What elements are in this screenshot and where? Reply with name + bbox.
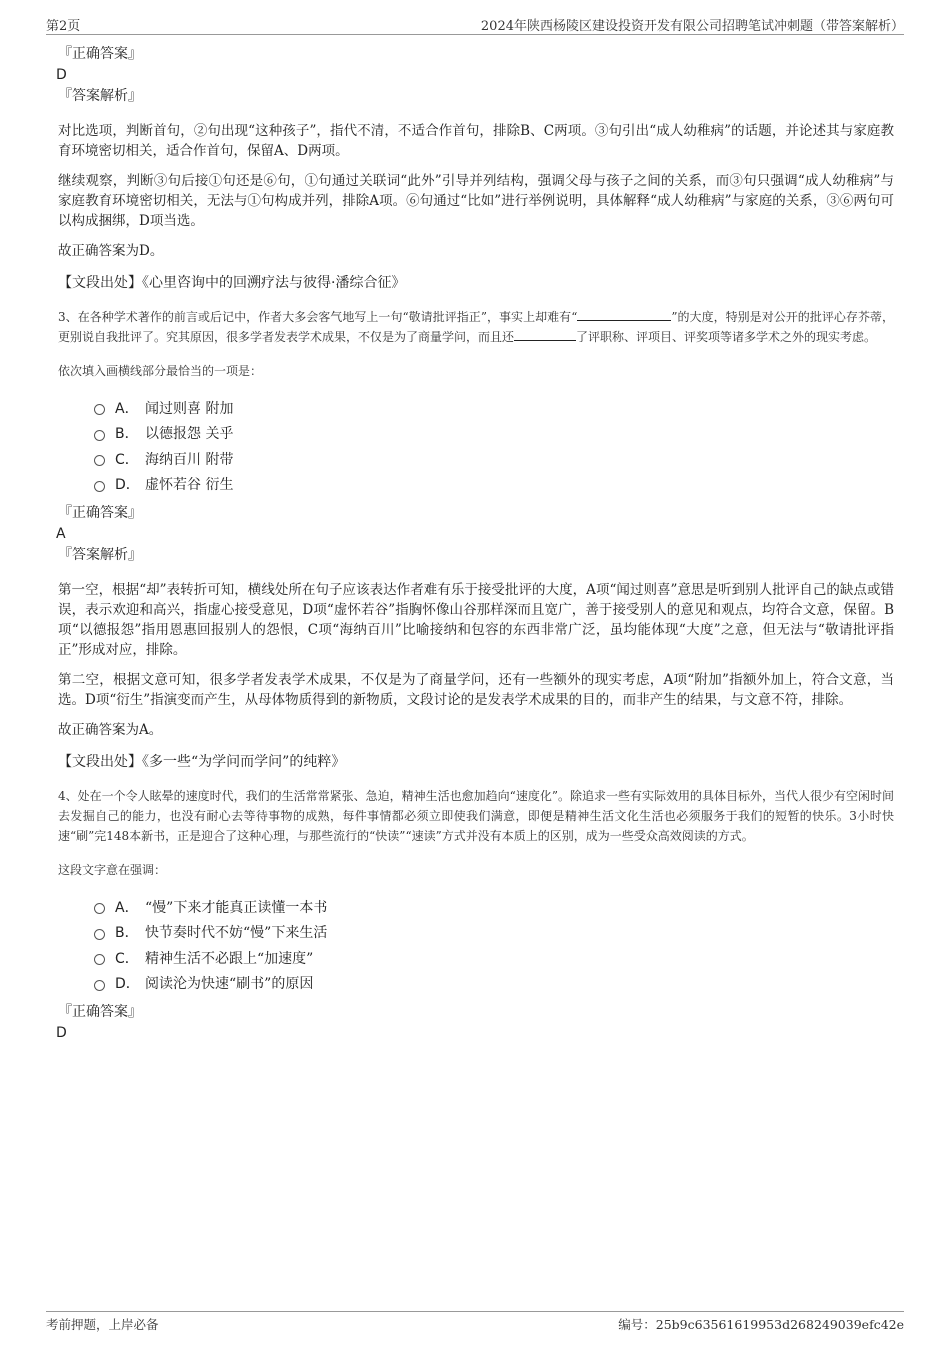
page-content — [56, 44, 896, 1044]
question-stem: 3、在各种学术著作的前言或后记中，作者大多会客气地写上一句“敬请批评指正”，事实上却难有“ ”的大度，特别是对公开的批评心存芥蒂，更别说自我批评了。究其原因，很多学者发表学术成果，不仅是为了商量学问，而且还 了评职称、评项目、评奖项等诸多学术之外的现实考虑。 — [58, 310, 895, 344]
correct-answer-label: 『正确答案』 — [58, 1004, 142, 1020]
correct-answer-value: D — [56, 1025, 67, 1041]
analysis-paragraph: 继续观察，判断③句后接①句还是⑥句，①句通过关联词“此外”引导并列结构，强调父母与孩子之间的关系，而③句只强调“成人幼稚病”与家庭教育环境密切相关，无法与①句构成并列，排除A项。⑥句通过“比如”进行举例说明，具体解释“成人幼稚病”与家庭的关系，③⑥两句可以构成捆绑，D项当选。 — [58, 173, 894, 229]
option-b[interactable]: B． 快节奏时代不妨“慢”下来生活 — [94, 920, 896, 946]
radio-icon[interactable] — [94, 481, 105, 492]
question-prompt: 依次填入画横线部分最恰当的一项是： — [58, 364, 263, 378]
analysis-conclusion: 故正确答案为D。 — [58, 243, 164, 259]
option-list — [94, 894, 896, 996]
page-number: 第2页 — [46, 19, 81, 34]
correct-answer-value: A — [56, 526, 66, 542]
analysis-paragraph: 第一空，根据“却”表转折可知，横线处所在句子应该表达作者难有乐于接受批评的大度，A项“闻过则喜”意思是听到别人批评自己的缺点或错误，表示欢迎和高兴，指虚心接受意见，D项“虚怀若谷”指胸怀像山谷那样深而且宽广，善于接受别人的意见和观点，均符合文意，保留。B项“以德报怨”指用恩惠回报别人的怨恨，C项“海纳百川”比喻接纳和包容的东西非常广泛，虽均能体现“大度”之意，但无法与“敬请批评指正”形成对应，排除。 — [58, 582, 894, 658]
option-list — [94, 395, 896, 497]
radio-icon[interactable] — [94, 954, 105, 965]
option-a[interactable]: A． “慢”下来才能真正读懂一本书 — [94, 894, 896, 920]
question-stem: 4、处在一个令人眩晕的速度时代，我们的生活常常紧张、急迫，精神生活也愈加趋向“速度化”。除追求一些有实际效用的具体目标外，当代人很少有空闲时间去发掘自己的能力，也没有耐心去等待事物的成熟，每件事情都必须立即使我们满意，即便是精神生活文化生活也必须服务于我们的短暂的快乐。3小时快速“刷”完148本新书，正是迎合了这种心理，与那些流行的“快读”“速读”方式并没有本质上的区别，成为一些受众高效阅读的方式。 — [58, 789, 894, 843]
analysis-label: 『答案解析』 — [58, 88, 142, 104]
option-d[interactable]: D． 虚怀若谷 衍生 — [94, 472, 896, 498]
analysis-conclusion: 故正确答案为A。 — [58, 722, 163, 738]
option-d[interactable]: D． 阅读沦为快速“刷书”的原因 — [94, 971, 896, 997]
question-prompt: 这段文字意在强调： — [58, 863, 167, 877]
page-footer — [46, 1311, 904, 1334]
option-c[interactable]: C． 海纳百川 附带 — [94, 446, 896, 472]
analysis-label: 『答案解析』 — [58, 547, 142, 563]
analysis-paragraph: 对比选项，判断首句，②句出现“这种孩子”，指代不清，不适合作首句，排除B、C两项。③句引出“成人幼稚病”的话题，并论述其与家庭教育环境密切相关，适合作首句，保留A、D两项。 — [58, 123, 894, 159]
radio-icon[interactable] — [94, 430, 105, 441]
radio-icon[interactable] — [94, 929, 105, 940]
correct-answer-label: 『正确答案』 — [58, 505, 142, 521]
document-title: 2024年陕西杨陵区建设投资开发有限公司招聘笔试冲刺题（带答案解析） — [480, 19, 904, 34]
correct-answer-label: 『正确答案』 — [58, 46, 142, 62]
option-b[interactable]: B． 以德报怨 关乎 — [94, 421, 896, 447]
radio-icon[interactable] — [94, 903, 105, 914]
fill-blank — [577, 308, 671, 321]
correct-answer-value: D — [56, 67, 67, 83]
radio-icon[interactable] — [94, 980, 105, 991]
analysis-paragraph: 第二空，根据文意可知，很多学者发表学术成果，不仅是为了商量学问，还有一些额外的现实考虑，A项“附加”指额外加上，符合文意，当选。D项“衍生”指演变而产生，从母体物质得到的新物质，文段讨论的是发表学术成果的目的，而非产生的结果，与文意不符，排除。 — [58, 672, 894, 708]
page-header — [46, 14, 904, 35]
passage-source: 【文段出处】《心里咨询中的回溯疗法与彼得·潘综合征》 — [58, 275, 406, 291]
fill-blank — [514, 328, 576, 341]
option-a[interactable]: A． 闻过则喜 附加 — [94, 395, 896, 421]
footer-slogan: 考前押题，上岸必备 — [46, 1317, 159, 1332]
radio-icon[interactable] — [94, 404, 105, 415]
passage-source: 【文段出处】《多一些“为学问而学问”的纯粹》 — [58, 754, 346, 770]
option-c[interactable]: C． 精神生活不必跟上“加速度” — [94, 945, 896, 971]
radio-icon[interactable] — [94, 455, 105, 466]
document-code: 编号：25b9c63561619953d268249039efc42e — [618, 1317, 904, 1332]
